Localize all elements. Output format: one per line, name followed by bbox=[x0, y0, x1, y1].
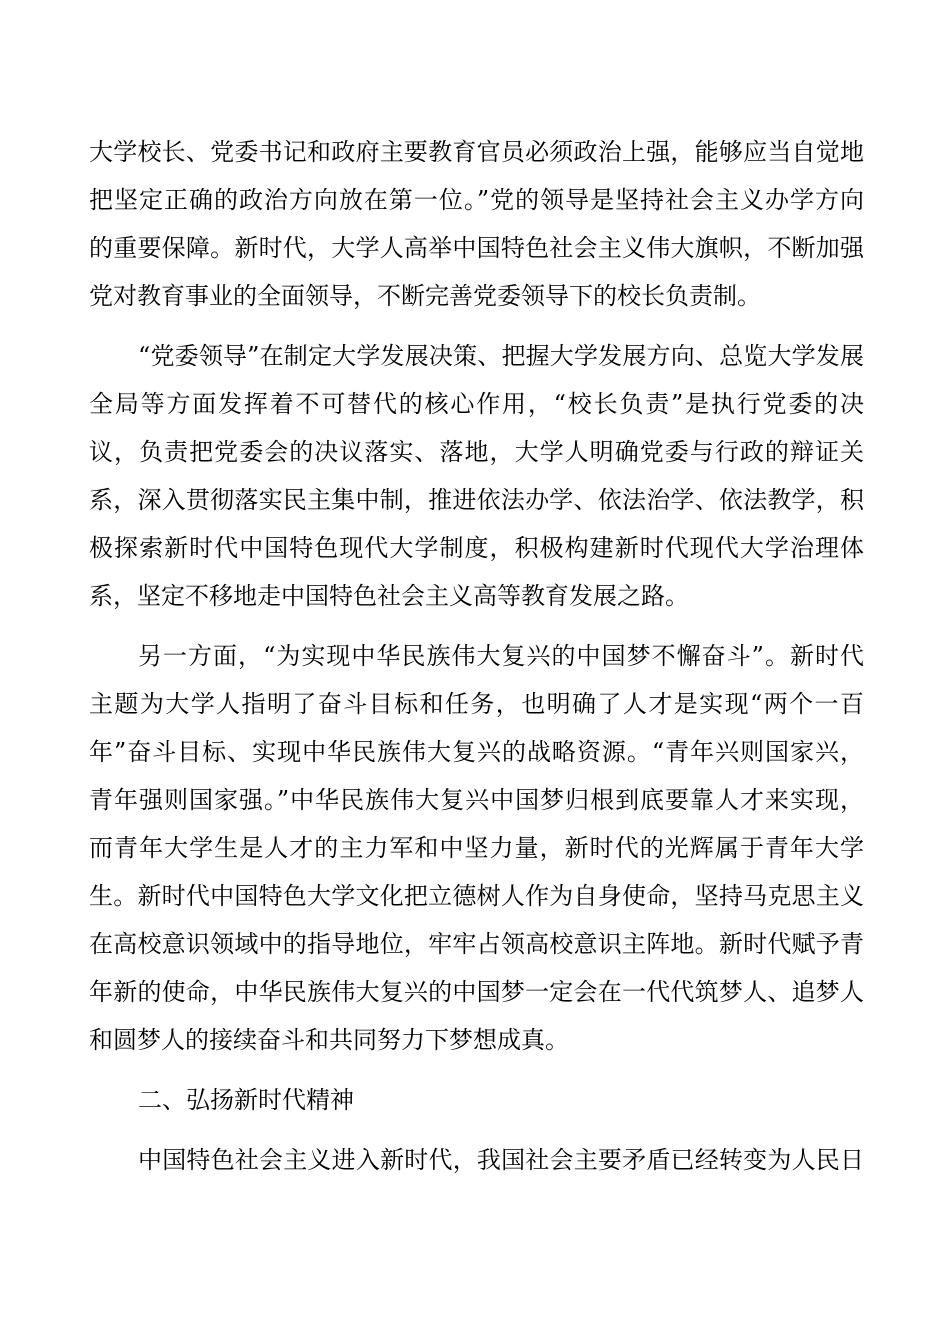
text-line: 大学校长、党委书记和政府主要教育官员必须政治上强，能够应当自觉地 bbox=[89, 138, 864, 166]
text-line: 议，负责把党委会的决议落实、落地，大学人明确党委与行政的辩证关 bbox=[89, 438, 864, 466]
section-heading: 二、弘扬新时代精神 bbox=[138, 1086, 354, 1114]
text-line: 主题为大学人指明了奋斗目标和任务，也明确了人才是实现“两个一百 bbox=[89, 690, 864, 718]
text-line: 把坚定正确的政治方向放在第一位。”党的领导是坚持社会主义办学方向 bbox=[89, 186, 864, 214]
text-line: 生。新时代中国特色大学文化把立德树人作为自身使命，坚持马克思主义 bbox=[89, 882, 864, 910]
paragraph-first-line: 中国特色社会主义进入新时代，我国社会主要矛盾已经转变为人民日 bbox=[138, 1146, 864, 1174]
paragraph-first-line: “党委领导”在制定大学发展决策、把握大学发展方向、总览大学发展 bbox=[138, 342, 864, 370]
text-line: 全局等方面发挥着不可替代的核心作用，“校长负责”是执行党委的决 bbox=[89, 390, 864, 418]
text-line: 系，深入贯彻落实民主集中制，推进依法办学、依法治学、依法教学，积 bbox=[89, 486, 864, 514]
text-line: 而青年大学生是人才的主力军和中坚力量，新时代的光辉属于青年大学 bbox=[89, 834, 864, 862]
text-line: 党对教育事业的全面领导，不断完善党委领导下的校长负责制。 bbox=[89, 282, 761, 310]
text-line: 的重要保障。新时代，大学人高举中国特色社会主义伟大旗帜，不断加强 bbox=[89, 234, 864, 262]
paragraph-first-line: 另一方面，“为实现中华民族伟大复兴的中国梦不懈奋斗”。新时代 bbox=[138, 642, 864, 670]
text-line: 和圆梦人的接续奋斗和共同努力下梦想成真。 bbox=[89, 1026, 569, 1054]
text-line: 在高校意识领域中的指导地位，牢牢占领高校意识主阵地。新时代赋予青 bbox=[89, 930, 864, 958]
text-line: 极探索新时代中国特色现代大学制度，积极构建新时代现代大学治理体 bbox=[89, 534, 864, 562]
text-line: 系，坚定不移地走中国特色社会主义高等教育发展之路。 bbox=[89, 582, 689, 610]
text-line: 青年强则国家强。”中华民族伟大复兴中国梦归根到底要靠人才来实现， bbox=[89, 786, 864, 814]
text-line: 年”奋斗目标、实现中华民族伟大复兴的战略资源。“青年兴则国家兴， bbox=[89, 738, 864, 766]
text-line: 年新的使命，中华民族伟大复兴的中国梦一定会在一代代筑梦人、追梦人 bbox=[89, 978, 864, 1006]
